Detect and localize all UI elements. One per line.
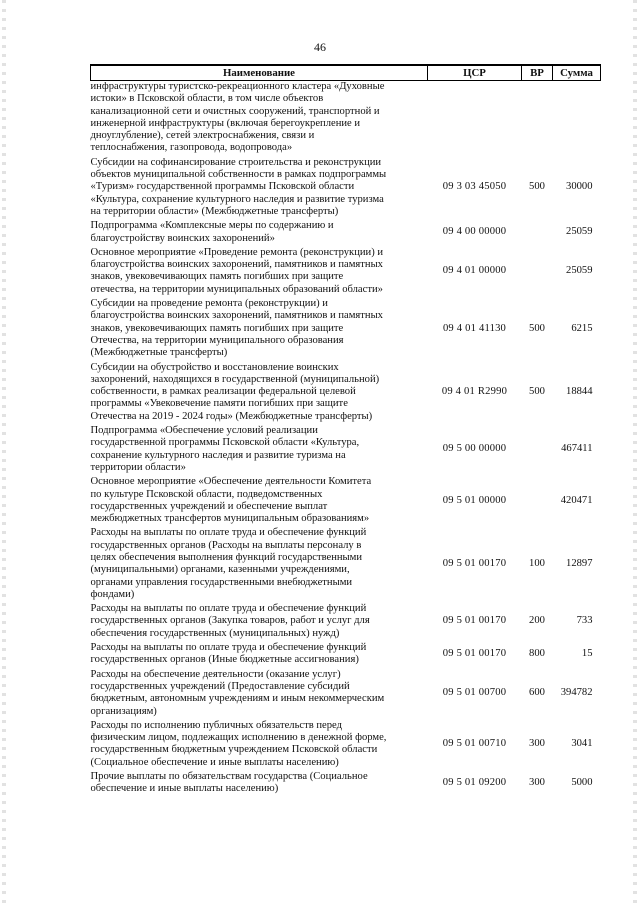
row-csr bbox=[428, 81, 522, 157]
row-csr: 09 5 01 00170 bbox=[442, 648, 507, 660]
row-sum: 15 bbox=[581, 648, 593, 660]
table-row bbox=[91, 298, 601, 361]
row-name bbox=[91, 362, 428, 425]
row-vr bbox=[522, 476, 553, 527]
row-name bbox=[91, 642, 428, 669]
table-row bbox=[91, 527, 601, 603]
row-name bbox=[91, 476, 428, 527]
row-name-text: Субсидии на проведение ремонта (реконструкции) и благоустройства воинских захоронений, памятников и памятных знаков, увековечивающих память погибших при защите Отечества, на территории муниципального образования (Межбюджетные трансферты) bbox=[90, 298, 383, 359]
table-row bbox=[91, 720, 601, 771]
table-row bbox=[91, 425, 601, 476]
row-sum: 25059 bbox=[566, 226, 593, 238]
row-csr: 09 5 01 00700 bbox=[442, 687, 507, 699]
budget-table bbox=[90, 64, 601, 798]
row-csr: 09 5 01 00000 bbox=[442, 494, 507, 506]
row-name-text: Субсидии на софинансирование строительства и реконструкции объектов муниципальной собственности в рамках подпрограммы «Туризм» государственной программы Псковской области «Культура, сохранение культурного наследия и развитие туризма на территории области» (Межбюджетные трансферты) bbox=[90, 156, 387, 217]
row-vr bbox=[522, 425, 553, 476]
row-sum: 6215 bbox=[571, 322, 593, 334]
row-name-text: Основное мероприятие «Проведение ремонта (реконструкции) и благоустройства воинских захоронений, памятников и памятных знаков, увековечивающих память погибших при защите отечества, на территории муниципальных образований области» bbox=[90, 246, 384, 295]
row-name bbox=[91, 247, 428, 298]
row-csr: 09 5 01 09200 bbox=[442, 777, 507, 789]
table-row bbox=[91, 247, 601, 298]
row-csr: 09 4 01 R2990 bbox=[441, 386, 508, 398]
row-name-text: Субсидии на обустройство и восстановление воинских захоронений, находящихся в государственной (муниципальной) собственности, в рамках реализации федеральной целевой программы «Увековечение памяти погибших при защите Отечества на 2019 - 2024 годы» (Межбюджетные трансферты) bbox=[90, 361, 380, 422]
row-sum: 18844 bbox=[566, 386, 593, 398]
table-row bbox=[91, 603, 601, 642]
row-vr bbox=[522, 81, 553, 157]
row-vr: 800 bbox=[529, 648, 545, 660]
row-name-text: Расходы на выплаты по оплате труда и обеспечение функций государственных органов (Закупка товаров, работ и услуг для обеспечения государственных (муниципальных) нужд) bbox=[90, 603, 370, 639]
row-vr: 500 bbox=[529, 181, 545, 193]
row-vr: 500 bbox=[529, 322, 545, 334]
table-header-row bbox=[91, 65, 601, 81]
row-name bbox=[91, 81, 428, 157]
header-csr: ЦСР bbox=[428, 65, 522, 81]
row-name bbox=[91, 720, 428, 771]
row-csr: 09 5 00 00000 bbox=[442, 443, 507, 455]
table-row bbox=[91, 669, 601, 720]
row-name bbox=[91, 669, 428, 720]
row-sum: 420471 bbox=[560, 494, 593, 506]
table-row bbox=[91, 81, 601, 157]
table-row bbox=[91, 220, 601, 247]
row-csr: 09 5 01 00710 bbox=[442, 738, 507, 750]
table-body bbox=[91, 81, 601, 798]
row-sum: 394782 bbox=[560, 687, 593, 699]
row-vr bbox=[522, 220, 553, 247]
row-name-text: Расходы по исполнению публичных обязательств перед физическим лицом, подлежащих исполнению в денежной форме, государственным бюджетным учреждением Псковской области (Социальное обеспечение и иные выплаты населению) bbox=[90, 719, 387, 768]
scan-edge-right bbox=[633, 0, 637, 905]
row-name bbox=[91, 220, 428, 247]
table-row bbox=[91, 362, 601, 425]
row-name-text: Расходы на выплаты по оплате труда и обеспечение функций государственных органов (Иные бюджетные ассигнования) bbox=[90, 642, 367, 666]
scan-edge-left bbox=[2, 0, 6, 905]
row-name-text: инфраструктуры туристско-рекреационного кластера «Духовные истоки» в Псковской области, в том числе объектов канализационной сети и очистных сооружений, транспортной и инженерной инфраструктуры (включая берегоукрепление и дноуглубление), сетей электроснабжения, связи и теплоснабжения, газопровода, водопровода» bbox=[90, 81, 385, 154]
row-vr: 600 bbox=[529, 687, 545, 699]
row-csr: 09 3 03 45050 bbox=[442, 181, 507, 193]
row-sum: 5000 bbox=[571, 777, 593, 789]
row-csr: 09 4 01 00000 bbox=[442, 265, 507, 277]
row-vr: 300 bbox=[529, 777, 545, 789]
row-vr: 200 bbox=[529, 615, 545, 627]
header-vr: ВР bbox=[522, 65, 553, 81]
row-vr: 300 bbox=[529, 738, 545, 750]
row-vr: 100 bbox=[529, 558, 545, 570]
row-csr: 09 4 00 00000 bbox=[442, 226, 507, 238]
row-name-text: Подпрограмма «Комплексные меры по содержанию и благоустройству воинских захоронений» bbox=[90, 220, 334, 244]
row-sum: 30000 bbox=[566, 181, 593, 193]
table-row bbox=[91, 771, 601, 798]
row-name bbox=[91, 771, 428, 798]
row-sum bbox=[553, 81, 601, 157]
row-name bbox=[91, 298, 428, 361]
row-name bbox=[91, 157, 428, 220]
page-number: 46 bbox=[314, 40, 326, 54]
row-sum: 25059 bbox=[566, 265, 593, 277]
row-sum: 733 bbox=[576, 615, 593, 627]
table-row bbox=[91, 157, 601, 220]
row-sum: 3041 bbox=[571, 738, 593, 750]
row-sum: 467411 bbox=[561, 443, 593, 455]
row-name-text: Подпрограмма «Обеспечение условий реализации государственной программы Псковской области «Культура, сохранение культурного наследия и развитие туризма на территории области» bbox=[90, 425, 360, 473]
row-name bbox=[91, 425, 428, 476]
row-csr: 09 5 01 00170 bbox=[442, 558, 507, 570]
header-sum: Сумма bbox=[553, 65, 601, 81]
row-csr: 09 5 01 00170 bbox=[442, 615, 507, 627]
table-row bbox=[91, 476, 601, 527]
row-sum: 12897 bbox=[566, 558, 593, 570]
row-name-text: Расходы на обеспечение деятельности (оказание услуг) государственных учреждений (Предоставление субсидий бюджетным, автономным учреждениям и иным некоммерческим организациям) bbox=[90, 668, 385, 717]
table-row bbox=[91, 642, 601, 669]
row-name-text: Расходы на выплаты по оплате труда и обеспечение функций государственных органов (Расходы на выплаты персоналу в целях обеспечения выполнения функций государственными (муниципальными) органами, казенными учреждениями, органами управления государственными внебюджетными фондами) bbox=[90, 527, 367, 600]
header-name: Наименование bbox=[91, 65, 428, 81]
row-csr: 09 4 01 41130 bbox=[442, 322, 507, 334]
row-vr: 500 bbox=[529, 386, 545, 398]
row-name bbox=[91, 527, 428, 603]
row-name-text: Прочие выплаты по обязательствам государства (Социальное обеспечение и иные выплаты населению) bbox=[90, 771, 368, 795]
row-name-text: Основное мероприятие «Обеспечение деятельности Комитета по культуре Псковской области, подведомственных государственных учреждений и обеспечение выплат межбюджетных трансфертов муниципальным образованиям» bbox=[90, 476, 372, 525]
row-name bbox=[91, 603, 428, 642]
row-vr bbox=[522, 247, 553, 298]
